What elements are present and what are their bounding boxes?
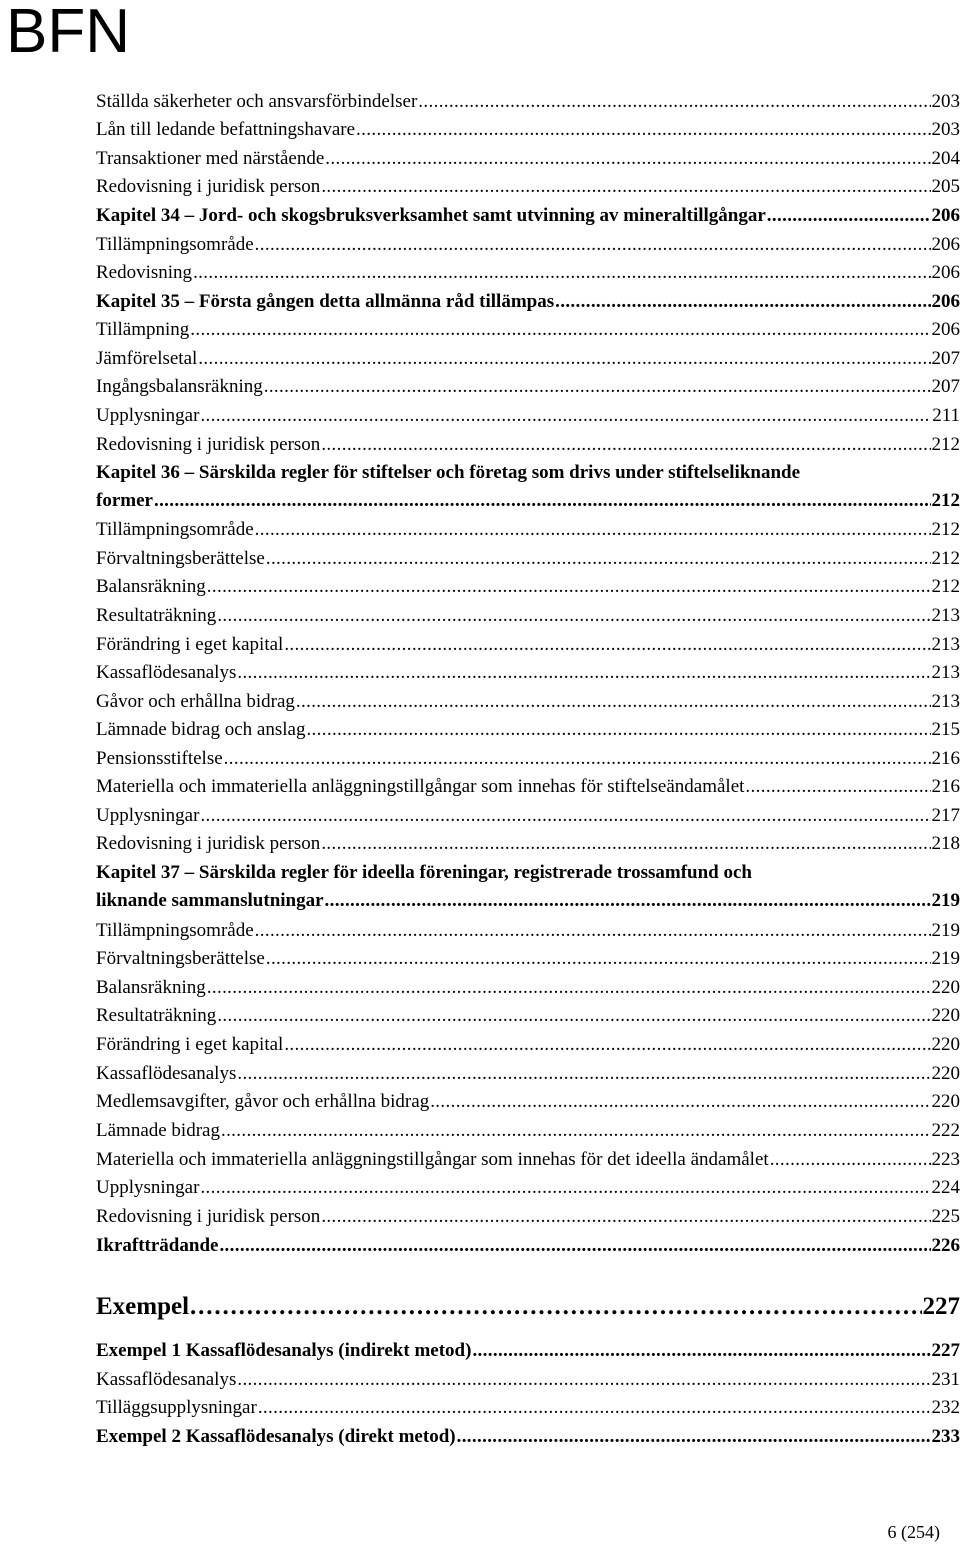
toc-entry-label: Resultaträkning [96, 605, 217, 626]
toc-entry-row [96, 1232, 960, 1260]
toc-dot-leader [457, 1423, 931, 1451]
toc-dot-leader [472, 1337, 930, 1365]
toc-dot-leader [237, 1060, 930, 1088]
toc-dot-leader [255, 231, 931, 259]
toc-entry[interactable] [96, 402, 960, 430]
toc-dot-leader [356, 116, 930, 144]
toc-entry-row [96, 1203, 960, 1231]
toc-dot-leader [321, 173, 930, 201]
toc-entry[interactable] [96, 945, 960, 973]
toc-entry-label: Balansräkning [96, 576, 206, 597]
toc-entry[interactable] [96, 1232, 960, 1260]
toc-dot-leader [207, 974, 931, 1002]
toc-entry-page-number: 213 [931, 634, 960, 655]
toc-dot-leader [200, 1174, 930, 1202]
toc-entry-label: Materiella och immateriella anläggningstillgångar som innehas för stiftelseändamålet [96, 776, 745, 797]
toc-dot-leader [200, 802, 930, 830]
toc-entry-page-number: 203 [931, 119, 960, 140]
toc-entry-page-number: 231 [931, 1369, 960, 1390]
toc-entry-label: Kassaflödesanalys [96, 1063, 237, 1084]
toc-dot-leader [193, 259, 930, 287]
toc-entry[interactable] [96, 1174, 960, 1202]
toc-entry-row [96, 1394, 960, 1422]
toc-entry-row [96, 1366, 960, 1394]
toc-entry-label: former [96, 490, 153, 511]
toc-entry-page-number: 213 [931, 605, 960, 626]
toc-entry[interactable] [96, 830, 960, 858]
toc-entry-row [96, 1088, 960, 1116]
toc-entry-row [96, 202, 960, 230]
toc-entry-label: Balansräkning [96, 977, 206, 998]
toc-entry-label: Exempel [96, 1293, 190, 1320]
toc-entry-row [96, 573, 960, 601]
toc-entry[interactable] [96, 1366, 960, 1394]
toc-entry-row [96, 1293, 960, 1321]
toc-entry-row [96, 1174, 960, 1202]
toc-entry-row [96, 1031, 960, 1059]
toc-entry-page-number: 219 [931, 890, 960, 911]
toc-dot-leader [321, 1203, 930, 1231]
toc-dot-leader [325, 145, 930, 173]
toc-entry[interactable] [96, 1060, 960, 1088]
toc-entry-label: Tillämpningsområde [96, 234, 254, 255]
toc-entry-label: Kassaflödesanalys [96, 1369, 237, 1390]
toc-entry[interactable] [96, 231, 960, 259]
toc-dot-leader [198, 345, 930, 373]
toc-entry-row [96, 1146, 960, 1174]
toc-entry-page-number: 206 [931, 234, 960, 255]
toc-entry-row [96, 1337, 960, 1365]
toc-entry-page-number: 227 [931, 1340, 960, 1361]
toc-entry-row [96, 145, 960, 173]
toc-entry-row [96, 631, 960, 659]
toc-entry[interactable] [96, 802, 960, 830]
toc-entry[interactable] [96, 288, 960, 316]
toc-entry[interactable] [96, 974, 960, 1002]
toc-entry-page-number: 216 [931, 776, 960, 797]
toc-entry-label: Kassaflödesanalys [96, 662, 237, 683]
toc-entry-label: Kapitel 35 – Första gången detta allmänna råd tillämpas [96, 291, 555, 312]
toc-dot-leader [258, 1394, 931, 1422]
toc-entry-page-number: 204 [931, 148, 960, 169]
toc-entry-label: Exempel 1 Kassaflödesanalys (indirekt metod) [96, 1340, 472, 1361]
toc-entry-page-number: 220 [931, 977, 960, 998]
toc-entry[interactable] [96, 1088, 960, 1116]
toc-dot-leader [200, 402, 931, 430]
toc-entry-row [96, 830, 960, 858]
logo-text: BFN [6, 0, 130, 60]
toc-entry-page-number: 220 [931, 1005, 960, 1026]
toc-entry[interactable] [96, 773, 960, 801]
toc-entry[interactable] [96, 1031, 960, 1059]
toc-entry-label: Ställda säkerheter och ansvarsförbindelser [96, 91, 418, 112]
toc-entry-row [96, 945, 960, 973]
toc-entry-row [96, 917, 960, 945]
toc-entry[interactable] [96, 116, 960, 144]
toc-dot-leader [321, 431, 930, 459]
toc-entry-page-number: 217 [931, 805, 960, 826]
toc-entry-row [96, 373, 960, 401]
toc-entry[interactable] [96, 259, 960, 287]
toc-entry-row [96, 716, 960, 744]
toc-dot-leader [325, 887, 931, 915]
toc-entry-row [96, 1060, 960, 1088]
toc-entry-label: Exempel 2 Kassaflödesanalys (direkt metod) [96, 1426, 456, 1447]
toc-entry-label: Redovisning i juridisk person [96, 176, 321, 197]
toc-entry[interactable] [96, 516, 960, 544]
toc-entry-row [96, 173, 960, 201]
toc-entry-row [96, 745, 960, 773]
toc-entry[interactable] [96, 688, 960, 716]
toc-entry-page-number: 206 [931, 205, 960, 226]
toc-entry-label: Upplysningar [96, 1177, 200, 1198]
toc-dot-leader [430, 1088, 930, 1116]
toc-entry-label: Redovisning i juridisk person [96, 1206, 321, 1227]
toc-dot-leader [296, 688, 931, 716]
toc-entry[interactable] [96, 459, 960, 515]
toc-entry-row [96, 659, 960, 687]
toc-entry-page-number: 227 [922, 1293, 960, 1320]
toc-entry-label: Transaktioner med närstående [96, 148, 325, 169]
toc-entry[interactable] [96, 202, 960, 230]
toc-entry[interactable] [96, 1002, 960, 1030]
toc-entry[interactable] [96, 659, 960, 687]
toc-entry[interactable] [96, 745, 960, 773]
toc-entry-page-number: 223 [931, 1149, 960, 1170]
toc-entry-label: Upplysningar [96, 405, 200, 426]
toc-dot-leader [217, 1002, 930, 1030]
toc-entry-page-number: 220 [931, 1034, 960, 1055]
toc-entry-page-number: 212 [931, 519, 960, 540]
toc-entry-page-number: 211 [932, 405, 960, 426]
toc-entry[interactable] [96, 1203, 960, 1231]
toc-entry[interactable] [96, 1146, 960, 1174]
toc-entry-page-number: 207 [931, 376, 960, 397]
toc-entry[interactable] [96, 431, 960, 459]
toc-entry-label: Pensionsstiftelse [96, 748, 223, 769]
toc-entry-page-number: 219 [931, 920, 960, 941]
toc-entry-label: Redovisning i juridisk person [96, 434, 321, 455]
toc-entry-page-number: 212 [931, 548, 960, 569]
toc-entry-page-number: 213 [931, 662, 960, 683]
toc-dot-leader [219, 1232, 930, 1260]
toc-entry-page-number: 225 [931, 1206, 960, 1227]
toc-dot-leader [418, 88, 930, 116]
toc-dot-leader [255, 516, 931, 544]
toc-entry-page-number: 212 [931, 576, 960, 597]
toc-entry[interactable] [96, 917, 960, 945]
toc-entry-page-number: 206 [931, 262, 960, 283]
toc-entry-label: Tillämpning [96, 319, 190, 340]
toc-dot-leader [266, 945, 931, 973]
toc-entry-label: Förändring i eget kapital [96, 634, 284, 655]
toc-dot-leader [767, 202, 931, 230]
toc-entry-row [96, 345, 960, 373]
toc-entry[interactable] [96, 1423, 960, 1451]
toc-entry-row [96, 231, 960, 259]
toc-dot-leader [190, 316, 930, 344]
toc-entry-label: Upplysningar [96, 805, 200, 826]
toc-entry-row [96, 802, 960, 830]
toc-entry[interactable] [96, 345, 960, 373]
toc-entry-row [96, 1117, 960, 1145]
toc-entry-page-number: 215 [931, 719, 960, 740]
toc-entry-page-number: 203 [931, 91, 960, 112]
toc-entry-page-number: 226 [931, 1235, 960, 1256]
toc-entry-row [96, 402, 960, 430]
toc-entry-page-number: 206 [931, 319, 960, 340]
toc-entry[interactable] [96, 316, 960, 344]
toc-entry[interactable] [96, 859, 960, 915]
toc-dot-leader [745, 773, 930, 801]
toc-entry-page-number: 207 [931, 348, 960, 369]
toc-entry-page-number: 216 [931, 748, 960, 769]
toc-dot-leader [221, 1117, 931, 1145]
toc-entry-label: Medlemsavgifter, gåvor och erhållna bidrag [96, 1091, 430, 1112]
toc-dot-leader [237, 659, 930, 687]
toc-entry-label: Förvaltningsberättelse [96, 548, 265, 569]
toc-entry[interactable] [96, 1394, 960, 1422]
toc-dot-leader [264, 373, 931, 401]
toc-entry-page-number: 218 [931, 833, 960, 854]
toc-dot-leader [555, 288, 930, 316]
bfn-logo [6, 0, 146, 60]
toc-entry[interactable] [96, 1293, 960, 1321]
toc-entry-row [96, 887, 960, 915]
toc-dot-leader [321, 830, 930, 858]
toc-entry-label: Lämnade bidrag [96, 1120, 220, 1141]
toc-entry-page-number: 212 [931, 434, 960, 455]
toc-dot-leader [266, 545, 931, 573]
toc-entry-label: Tillämpningsområde [96, 519, 254, 540]
toc-entry-row [96, 88, 960, 116]
toc-entry[interactable] [96, 631, 960, 659]
toc-entry[interactable] [96, 145, 960, 173]
toc-dot-leader [284, 1031, 930, 1059]
toc-entry-page-number: 220 [931, 1091, 960, 1112]
toc-entry[interactable] [96, 602, 960, 630]
toc-dot-leader [217, 602, 930, 630]
toc-entry-label-line1: Kapitel 37 – Särskilda regler för ideella föreningar, registrerade trossamfund och [96, 862, 753, 883]
toc-dot-leader [154, 487, 931, 515]
toc-entry-page-number: 233 [931, 1426, 960, 1447]
toc-dot-leader [255, 917, 931, 945]
toc-entry-row [96, 288, 960, 316]
toc-entry-row [96, 516, 960, 544]
toc-dot-leader [207, 573, 931, 601]
toc-entry-page-number: 232 [931, 1397, 960, 1418]
toc-entry-label: Lån till ledande befattningshavare [96, 119, 356, 140]
toc-entry-page-number: 224 [931, 1177, 960, 1198]
toc-entry-row [96, 116, 960, 144]
toc-entry-row [96, 316, 960, 344]
toc-entry-label: Tilläggsupplysningar [96, 1397, 257, 1418]
toc-entry-label: Ikraftträdande [96, 1235, 219, 1256]
toc-dot-leader [237, 1366, 930, 1394]
toc-entry[interactable] [96, 88, 960, 116]
toc-entry-page-number: 219 [931, 948, 960, 969]
toc-entry-row [96, 1002, 960, 1030]
toc-entry-label: Materiella och immateriella anläggningstillgångar som innehas för det ideella ändamålet [96, 1149, 769, 1170]
toc-entry-label: liknande sammanslutningar [96, 890, 324, 911]
toc-entry[interactable] [96, 1337, 960, 1365]
toc-entry[interactable] [96, 716, 960, 744]
toc-entry-row [96, 974, 960, 1002]
toc-dot-leader [306, 716, 930, 744]
toc-entry-row [96, 545, 960, 573]
toc-entry-label-line1: Kapitel 36 – Särskilda regler för stiftelser och företag som drivs under stiftelseliknande [96, 462, 801, 483]
toc-entry-row [96, 1423, 960, 1451]
toc-entry[interactable] [96, 545, 960, 573]
toc-dot-leader [224, 745, 931, 773]
toc-entry-label: Redovisning [96, 262, 193, 283]
toc-entry-label: Redovisning i juridisk person [96, 833, 321, 854]
toc-entry-page-number: 206 [931, 291, 960, 312]
toc-entry-row [96, 688, 960, 716]
toc-entry-label: Förvaltningsberättelse [96, 948, 265, 969]
toc-dot-leader [770, 1146, 931, 1174]
toc-entry-label: Gåvor och erhållna bidrag [96, 691, 295, 712]
toc-entry-page-number: 222 [931, 1120, 960, 1141]
toc-entry-row [96, 602, 960, 630]
toc-dot-leader [284, 631, 930, 659]
page-number: 6 (254) [887, 1522, 940, 1542]
toc-entry-page-number: 205 [931, 176, 960, 197]
toc-dot-leader [190, 1293, 921, 1321]
toc-entry[interactable] [96, 373, 960, 401]
toc-entry-row [96, 431, 960, 459]
toc-entry-label: Ingångsbalansräkning [96, 376, 263, 397]
toc-entry[interactable] [96, 173, 960, 201]
toc-entry-row [96, 773, 960, 801]
toc-entry-page-number: 213 [931, 691, 960, 712]
toc-entry-label: Tillämpningsområde [96, 920, 254, 941]
toc-entry[interactable] [96, 1117, 960, 1145]
toc-entry-page-number: 212 [931, 490, 960, 511]
toc-entry-page-number: 220 [931, 1063, 960, 1084]
toc-entry-label: Resultaträkning [96, 1005, 217, 1026]
toc-entry-label: Jämförelsetal [96, 348, 198, 369]
toc-entry-label: Förändring i eget kapital [96, 1034, 284, 1055]
toc-entry-row [96, 487, 960, 515]
toc-entry-label: Kapitel 34 – Jord- och skogsbruksverksamhet samt utvinning av mineraltillgångar [96, 205, 766, 226]
toc-entry[interactable] [96, 573, 960, 601]
toc-entry-row [96, 259, 960, 287]
toc-entry-label: Lämnade bidrag och anslag [96, 719, 306, 740]
